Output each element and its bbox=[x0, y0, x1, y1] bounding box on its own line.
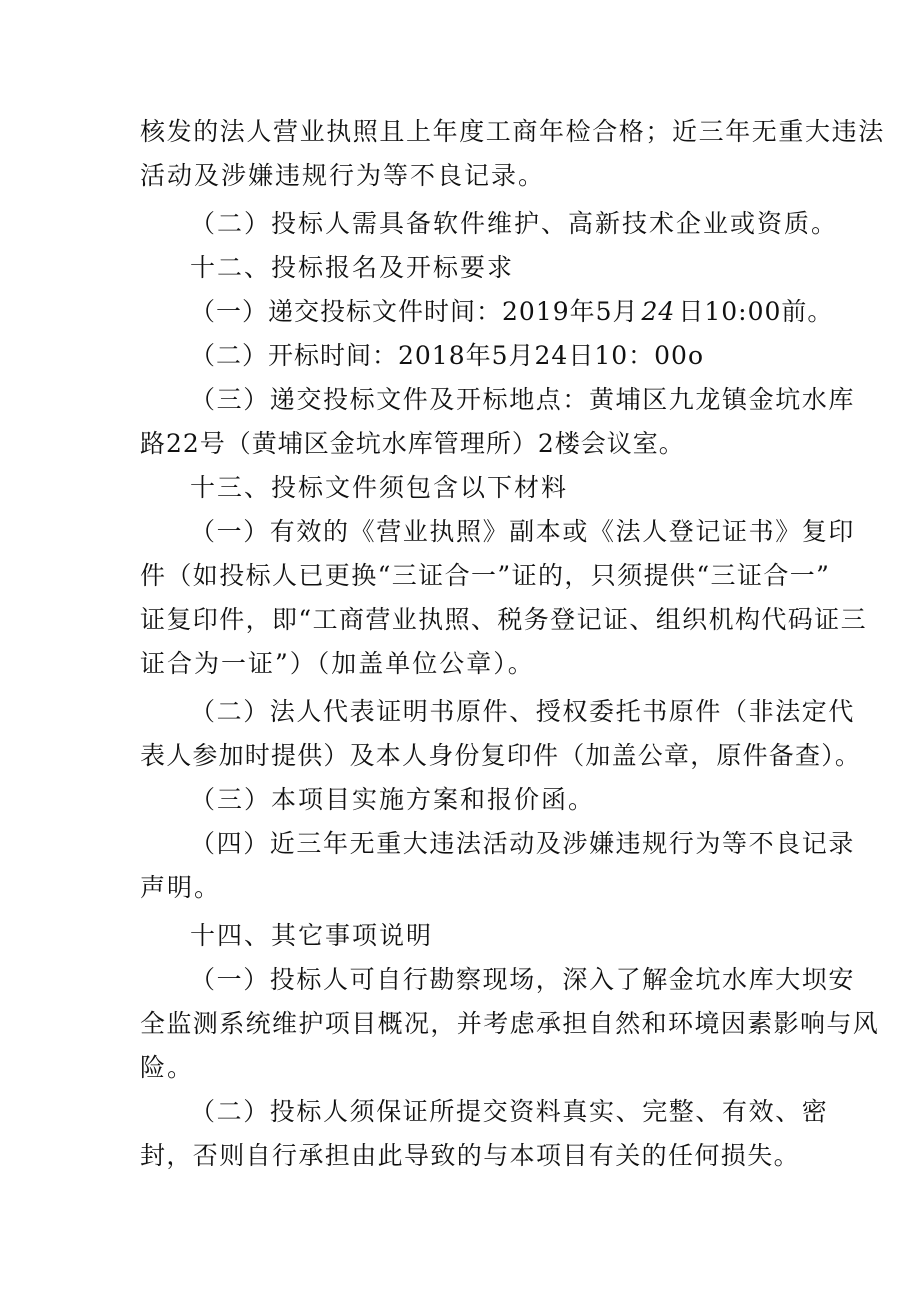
paragraph-line: 证复印件，即“工商营业执照、税务登记证、组织机构代码证三 bbox=[140, 605, 867, 634]
paragraph-line: （二）投标人需具备软件维护、高新技术企业或资质。 bbox=[190, 209, 839, 238]
paragraph-line: 件（如投标人已更换“三证合一”证的，只须提供“三证合一” bbox=[140, 561, 831, 590]
paragraph-line: 声明。 bbox=[140, 873, 222, 902]
paragraph-line: 活动及涉嫌违规行为等不良记录。 bbox=[140, 161, 546, 190]
paragraph-line: 路22号（黄埔区金坑水库管理所）2楼会议室。 bbox=[140, 429, 685, 458]
submission-day: 24 bbox=[641, 297, 676, 326]
paragraph-line: （二）开标时间：2018年5月24日10：00o bbox=[190, 341, 705, 370]
paragraph-line: 证合为一证”）（加盖单位公章）。 bbox=[140, 649, 535, 678]
section-heading: 十二、投标报名及开标要求 bbox=[190, 253, 515, 282]
submission-time-tail: 日10:00前。 bbox=[678, 297, 834, 326]
paragraph-line: 封，否则自行承担由此导致的与本项目有关的任何损失。 bbox=[140, 1141, 801, 1170]
paragraph-line: （四）近三年无重大违法活动及涉嫌违规行为等不良记录 bbox=[190, 829, 856, 858]
section-heading: 十三、投标文件须包含以下材料 bbox=[190, 473, 569, 502]
paragraph-line: （三）递交投标文件及开标地点：黄埔区九龙镇金坑水库 bbox=[190, 385, 856, 414]
paragraph-line: 表人参加时提供）及本人身份复印件（加盖公章，原件备查）。 bbox=[140, 741, 862, 770]
paragraph-line: （二）投标人须保证所提交资料真实、完整、有效、密 bbox=[190, 1097, 829, 1126]
paragraph-line: （三）本项目实施方案和报价函。 bbox=[190, 785, 596, 814]
paragraph-line: （一）有效的《营业执照》副本或《法人登记证书》复印 bbox=[190, 517, 856, 546]
paragraph-line: 核发的法人营业执照且上年度工商年检合格；近三年无重大违法 bbox=[140, 117, 885, 146]
paragraph-line: （二）法人代表证明书原件、授权委托书原件（非法定代 bbox=[190, 697, 856, 726]
submission-time-text: （一）递交投标文件时间：2019年5月 bbox=[190, 297, 639, 326]
paragraph-line bbox=[190, 296, 833, 328]
paragraph-line: 险。 bbox=[140, 1053, 195, 1082]
paragraph-line: （一）投标人可自行勘察现场，深入了解金坑水库大坝安 bbox=[190, 965, 856, 994]
section-heading: 十四、其它事项说明 bbox=[190, 921, 434, 950]
paragraph-line: 全监测系统维护项目概况，并考虑承担自然和环境因素影响与风 bbox=[140, 1009, 880, 1038]
